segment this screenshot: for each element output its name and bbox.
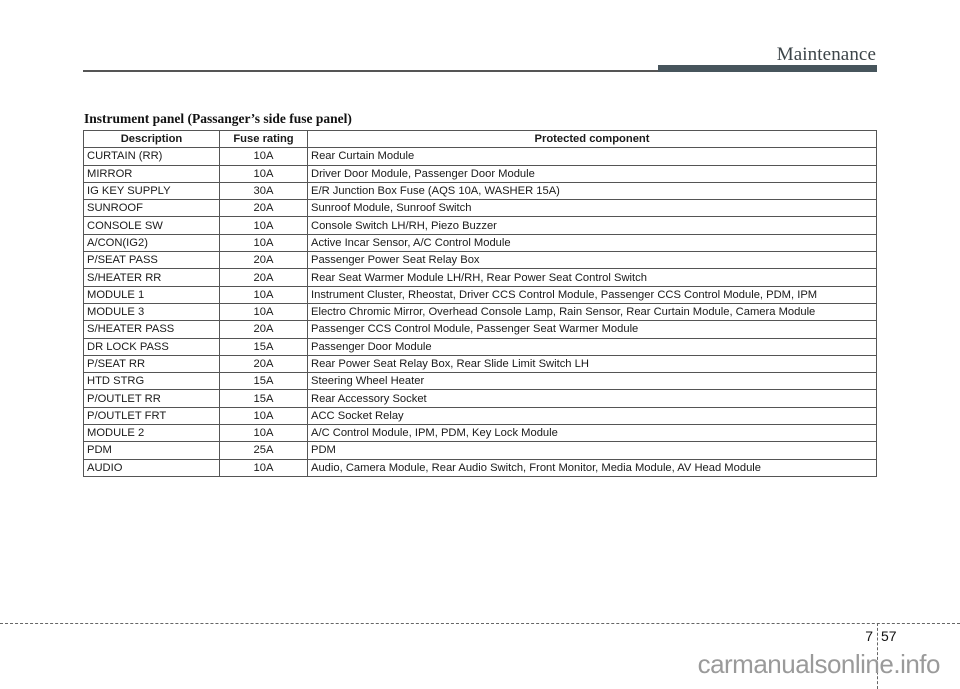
table-row <box>84 165 877 182</box>
cell-fuse-rating: 10A <box>220 148 308 165</box>
cell-protected-component: Rear Accessory Socket <box>308 390 877 407</box>
cell-fuse-rating: 10A <box>220 165 308 182</box>
cell-fuse-rating: 15A <box>220 390 308 407</box>
cell-protected-component: Console Switch LH/RH, Piezo Buzzer <box>308 217 877 234</box>
table-row <box>84 269 877 286</box>
cell-fuse-rating: 30A <box>220 182 308 199</box>
cell-fuse-rating: 10A <box>220 425 308 442</box>
cell-protected-component: Audio, Camera Module, Rear Audio Switch, Front Monitor, Media Module, AV Head Module <box>308 459 877 476</box>
table-row <box>84 373 877 390</box>
cell-protected-component: Passenger CCS Control Module, Passenger Seat Warmer Module <box>308 321 877 338</box>
fuse-table <box>83 130 877 477</box>
cell-description: MODULE 3 <box>84 303 220 320</box>
page-number: 57 <box>881 628 897 644</box>
cell-protected-component: Rear Seat Warmer Module LH/RH, Rear Power Seat Control Switch <box>308 269 877 286</box>
header-rule <box>83 70 660 72</box>
cell-description: MODULE 1 <box>84 286 220 303</box>
table-row <box>84 390 877 407</box>
cell-description: S/HEATER RR <box>84 269 220 286</box>
cell-description: MODULE 2 <box>84 425 220 442</box>
cell-description: SUNROOF <box>84 200 220 217</box>
watermark: carmanualsonline.info <box>697 649 940 679</box>
cell-description: P/SEAT RR <box>84 355 220 372</box>
cell-description: HTD STRG <box>84 373 220 390</box>
cell-protected-component: Rear Power Seat Relay Box, Rear Slide Limit Switch LH <box>308 355 877 372</box>
column-header-description: Description <box>84 131 220 148</box>
cell-description: CONSOLE SW <box>84 217 220 234</box>
cell-description: P/SEAT PASS <box>84 252 220 269</box>
cell-fuse-rating: 15A <box>220 373 308 390</box>
cell-fuse-rating: 20A <box>220 252 308 269</box>
cell-protected-component: Passenger Power Seat Relay Box <box>308 252 877 269</box>
cell-description: PDM <box>84 442 220 459</box>
table-row <box>84 182 877 199</box>
table-title: Instrument panel (Passanger’s side fuse panel) <box>84 111 352 126</box>
cell-fuse-rating: 10A <box>220 234 308 251</box>
cell-protected-component: Steering Wheel Heater <box>308 373 877 390</box>
table-row <box>84 217 877 234</box>
cell-fuse-rating: 25A <box>220 442 308 459</box>
cell-protected-component: PDM <box>308 442 877 459</box>
table-row <box>84 321 877 338</box>
table-row <box>84 200 877 217</box>
cell-protected-component: Instrument Cluster, Rheostat, Driver CCS Control Module, Passenger CCS Control Module, PDM, IPM <box>308 286 877 303</box>
cell-protected-component: A/C Control Module, IPM, PDM, Key Lock Module <box>308 425 877 442</box>
table-row <box>84 338 877 355</box>
cell-protected-component: E/R Junction Box Fuse (AQS 10A, WASHER 15A) <box>308 182 877 199</box>
table-row <box>84 234 877 251</box>
footer-rule <box>0 623 960 624</box>
table-row <box>84 425 877 442</box>
cell-fuse-rating: 20A <box>220 355 308 372</box>
cell-description: A/CON(IG2) <box>84 234 220 251</box>
cell-fuse-rating: 10A <box>220 407 308 424</box>
column-header-protected-component: Protected component <box>308 131 877 148</box>
table-row <box>84 442 877 459</box>
cell-fuse-rating: 10A <box>220 286 308 303</box>
cell-fuse-rating: 20A <box>220 269 308 286</box>
section-header-title: Maintenance <box>776 44 876 65</box>
cell-protected-component: Electro Chromic Mirror, Overhead Console Lamp, Rain Sensor, Rear Curtain Module, Camera Module <box>308 303 877 320</box>
table-row <box>84 459 877 476</box>
cell-protected-component: Sunroof Module, Sunroof Switch <box>308 200 877 217</box>
cell-description: S/HEATER PASS <box>84 321 220 338</box>
table-row <box>84 355 877 372</box>
cell-fuse-rating: 10A <box>220 459 308 476</box>
cell-description: MIRROR <box>84 165 220 182</box>
column-header-fuse-rating: Fuse rating <box>220 131 308 148</box>
table-row <box>84 148 877 165</box>
table-row <box>84 286 877 303</box>
table-body <box>84 148 877 477</box>
cell-protected-component: Rear Curtain Module <box>308 148 877 165</box>
cell-description: P/OUTLET FRT <box>84 407 220 424</box>
cell-protected-component: Driver Door Module, Passenger Door Module <box>308 165 877 182</box>
header-rule-accent <box>658 65 877 72</box>
cell-protected-component: ACC Socket Relay <box>308 407 877 424</box>
cell-protected-component: Active Incar Sensor, A/C Control Module <box>308 234 877 251</box>
cell-description: IG KEY SUPPLY <box>84 182 220 199</box>
cell-fuse-rating: 20A <box>220 321 308 338</box>
cell-description: DR LOCK PASS <box>84 338 220 355</box>
cell-fuse-rating: 20A <box>220 200 308 217</box>
table-row <box>84 303 877 320</box>
cell-protected-component: Passenger Door Module <box>308 338 877 355</box>
cell-description: CURTAIN (RR) <box>84 148 220 165</box>
cell-fuse-rating: 15A <box>220 338 308 355</box>
cell-description: AUDIO <box>84 459 220 476</box>
table-row <box>84 407 877 424</box>
cell-fuse-rating: 10A <box>220 217 308 234</box>
cell-description: P/OUTLET RR <box>84 390 220 407</box>
chapter-number: 7 <box>865 628 873 644</box>
table-header-row <box>84 131 877 148</box>
table-row <box>84 252 877 269</box>
cell-fuse-rating: 10A <box>220 303 308 320</box>
